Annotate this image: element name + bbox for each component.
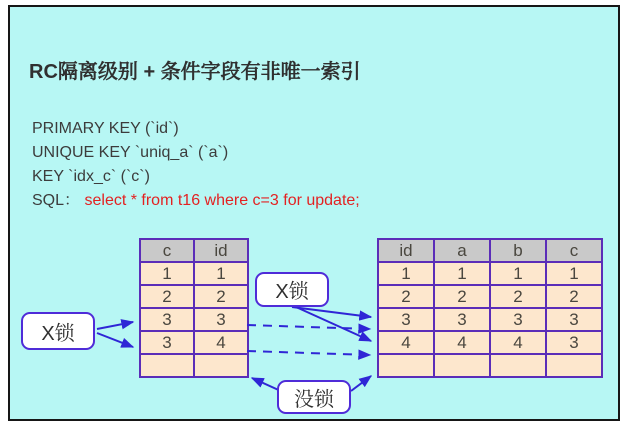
cell: 3: [194, 308, 248, 331]
table-row: [140, 331, 248, 354]
cell: 3: [546, 308, 602, 331]
schema-line-key: KEY `idx_c` (`c`): [32, 168, 150, 185]
cell: 2: [434, 285, 490, 308]
table-row: [378, 308, 602, 331]
cell: 4: [194, 331, 248, 354]
cell: [194, 354, 248, 377]
sql-statement: select * from t16 where c=3 for update;: [84, 192, 360, 209]
table-empty-row: [378, 354, 602, 377]
cell: [434, 354, 490, 377]
cell: 1: [194, 262, 248, 285]
cell: 1: [490, 262, 546, 285]
cell: 1: [434, 262, 490, 285]
column-header: id: [378, 239, 434, 262]
secondary-index-table: [139, 238, 249, 378]
schema-line-primary-key: PRIMARY KEY (`id`): [32, 120, 179, 137]
schema-line-sql: [32, 189, 360, 213]
column-header: c: [140, 239, 194, 262]
column-header: b: [490, 239, 546, 262]
schema-line-unique-key: UNIQUE KEY `uniq_a` (`a`): [32, 144, 229, 161]
cell: 2: [140, 285, 194, 308]
cell: 3: [140, 331, 194, 354]
cell: 4: [490, 331, 546, 354]
cell: 3: [546, 331, 602, 354]
table-empty-row: [140, 354, 248, 377]
cell: [140, 354, 194, 377]
diagram-title: RC隔离级别 + 条件字段有非唯一索引: [29, 61, 361, 83]
table-row: [378, 285, 602, 308]
cell: [490, 354, 546, 377]
cell: 2: [490, 285, 546, 308]
table-row: [378, 331, 602, 354]
primary-table: [377, 238, 603, 378]
cell: 1: [378, 262, 434, 285]
left-xlock-label: X锁: [21, 312, 95, 350]
cell: 3: [140, 308, 194, 331]
cell: 4: [434, 331, 490, 354]
cell: 1: [546, 262, 602, 285]
cell: [378, 354, 434, 377]
cell: 3: [434, 308, 490, 331]
sql-label: SQL：: [32, 192, 81, 209]
column-header: a: [434, 239, 490, 262]
column-header: id: [194, 239, 248, 262]
schema-block: [32, 117, 360, 213]
cell: 3: [490, 308, 546, 331]
table-header-row: [140, 239, 248, 262]
cell: [546, 354, 602, 377]
cell: 3: [378, 308, 434, 331]
cell: 2: [378, 285, 434, 308]
cell: 1: [140, 262, 194, 285]
column-header: c: [546, 239, 602, 262]
table-row: [140, 262, 248, 285]
table-header-row: [378, 239, 602, 262]
table-row: [378, 262, 602, 285]
cell: 2: [546, 285, 602, 308]
cell: 4: [378, 331, 434, 354]
no-lock-label: 没锁: [277, 380, 351, 414]
table-row: [140, 308, 248, 331]
table-row: [140, 285, 248, 308]
mid-xlock-label: X锁: [255, 272, 329, 307]
cell: 2: [194, 285, 248, 308]
